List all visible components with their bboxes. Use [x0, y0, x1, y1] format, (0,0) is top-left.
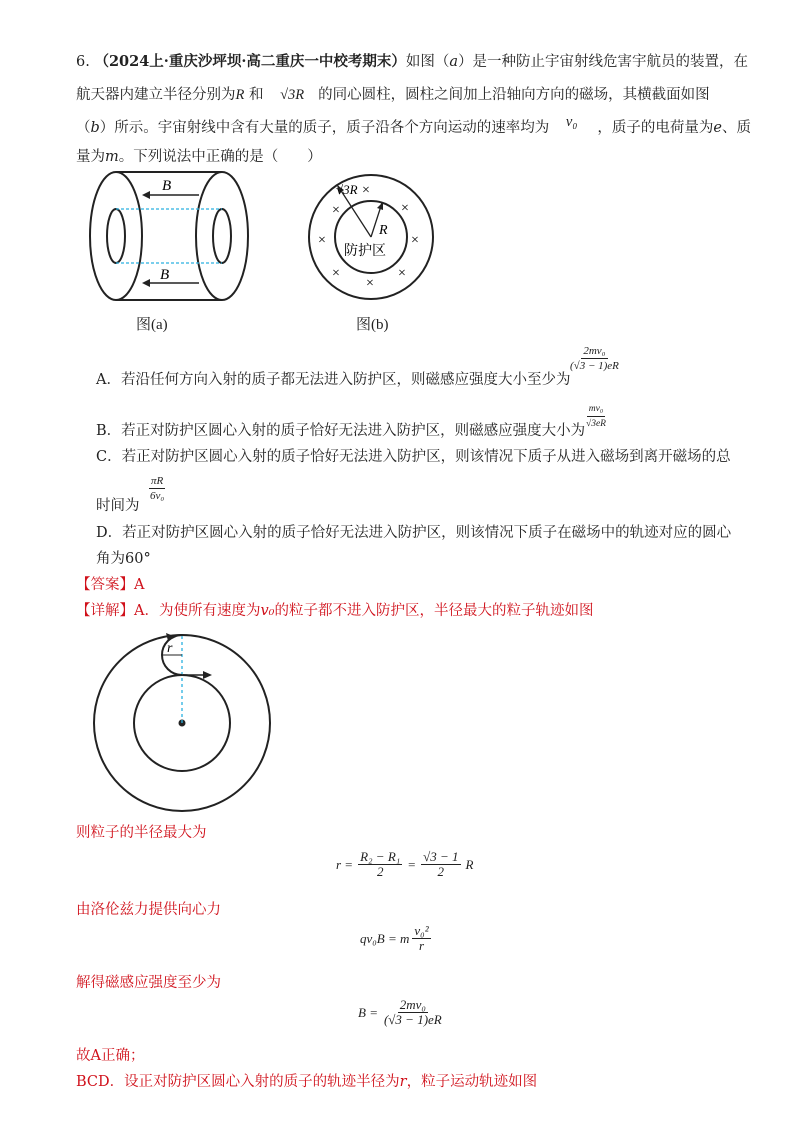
fraction-denominator: (√3 − 1)eR	[570, 360, 619, 372]
question-text: 航天器内建立半径分别为	[76, 87, 236, 103]
option-C-line2	[96, 496, 140, 516]
question-text: 和	[244, 87, 264, 103]
svg-text:×: ×	[318, 233, 326, 248]
question-line-4	[76, 147, 322, 167]
equation-part: B =	[358, 1004, 378, 1020]
question-line-3	[76, 114, 751, 138]
svg-text:×: ×	[332, 266, 340, 281]
question-text: 的同心圆柱，圆柱之间加上沿轴向方向的磁场，其横截面如图	[318, 87, 710, 103]
var-v0: v₀	[565, 114, 578, 130]
question-text: 如图（	[405, 54, 450, 70]
option-C-text: C．若正对防护区圆心入射的质子恰好无法进入防护区，则该情况下质子从进入磁场到离开磁场的总	[96, 449, 731, 465]
question-source: （2024上·重庆沙坪坝·高二重庆一中校考期末）	[94, 53, 406, 70]
option-D-line2	[96, 549, 151, 569]
var-v0: v₀	[260, 603, 275, 619]
var-sqrt3R: √3R	[280, 87, 305, 103]
field-label-B: B	[162, 178, 172, 194]
var-r: r	[399, 1074, 407, 1090]
svg-text:×: ×	[411, 233, 419, 248]
label-sqrt3R: √3R	[336, 182, 358, 197]
equation-part: qv₀B = m	[360, 930, 410, 946]
fraction-denominator: 2	[376, 864, 384, 879]
fraction-numerator: mv₀	[587, 402, 605, 417]
fraction-numerator: 2mv₀	[583, 345, 606, 357]
label-R: R	[379, 223, 388, 238]
figure-b-caption: 图(b)	[356, 317, 389, 333]
svg-text:×: ×	[366, 276, 374, 291]
question-text: ，质子的电荷量为	[597, 120, 714, 136]
detail-label: 【详解】	[76, 603, 134, 619]
detail-line-6	[76, 1072, 537, 1092]
label-r: r	[167, 641, 173, 656]
answer-value: A	[134, 577, 145, 593]
var-a: a	[449, 54, 459, 70]
fraction-numerator: v₀²	[414, 923, 429, 938]
detail-line-5: 故A正确；	[76, 1048, 145, 1064]
detail-text: A．为使所有速度为	[134, 603, 261, 619]
question-line-2	[76, 85, 710, 105]
var-e: e	[713, 120, 722, 136]
question-text: （	[76, 120, 91, 136]
fraction	[412, 924, 430, 953]
figure-a-cylinder	[84, 168, 254, 338]
label-protection-zone: 防护区	[344, 243, 386, 259]
svg-text:×: ×	[401, 201, 409, 216]
equation-part: =	[407, 856, 417, 872]
detail-line-1	[76, 601, 594, 621]
equation-part: R	[465, 856, 474, 872]
var-m: m	[105, 149, 119, 165]
detail-text: 的粒子都不进入防护区，半径最大的粒子轨迹如图	[274, 603, 594, 619]
question-text: ）是一种防止宇宙射线危害宇航员的装置，在	[458, 54, 749, 70]
fraction-numerator: πR	[150, 475, 164, 487]
detail-line-4: 解得磁感应强度至少为	[76, 975, 221, 991]
question-text: 量为	[76, 149, 105, 165]
fraction	[358, 850, 402, 879]
svg-text:×: ×	[332, 203, 340, 218]
option-C-formula	[148, 474, 166, 503]
fraction-denominator: r	[418, 938, 425, 953]
question-text: 。下列说法中正确的是（ ）	[118, 149, 322, 165]
cross-marks	[318, 183, 419, 291]
fraction-denominator: 2	[437, 864, 445, 879]
option-C-text2: 时间为	[96, 498, 140, 514]
fraction-denominator: √3eR	[586, 419, 606, 429]
fraction	[382, 998, 444, 1027]
detail-line-2: 则粒子的半径最大为	[76, 825, 207, 841]
question-line-1	[76, 52, 748, 72]
equation-3	[358, 998, 444, 1027]
option-B-formula	[584, 402, 608, 431]
svg-text:×: ×	[362, 183, 370, 198]
question-text: 、质	[721, 120, 751, 136]
option-C	[96, 447, 731, 467]
fraction-numerator: √3 − 1	[423, 849, 459, 864]
equation-part: r =	[336, 856, 354, 872]
option-B-text: B．若正对防护区圆心入射的质子恰好无法进入防护区，则磁感应强度大小为	[96, 423, 586, 439]
fraction-denominator: (√3 − 1)eR	[383, 1012, 442, 1027]
detail-line-3: 由洛伦兹力提供向心力	[76, 902, 221, 918]
option-A	[96, 370, 570, 390]
detail-text: BCD．设正对防护区圆心入射的质子的轨迹半径为	[76, 1074, 400, 1090]
svg-text:×: ×	[398, 266, 406, 281]
option-A-text: A．若沿任何方向入射的质子都无法进入防护区，则磁感应强度大小至少为	[96, 372, 571, 388]
detail-trajectory-figure	[88, 632, 278, 822]
fraction-numerator: R₂ − R₁	[360, 849, 401, 864]
answer	[76, 575, 144, 595]
option-D	[96, 523, 731, 543]
var-b: b	[90, 120, 100, 136]
equation-2	[360, 924, 431, 953]
fraction	[421, 850, 460, 879]
detail-text: ，粒子运动轨迹如图	[406, 1074, 538, 1090]
field-label-B: B	[160, 267, 170, 283]
fraction-numerator: 2mv₀	[399, 997, 426, 1012]
option-D-text2: 角为60°	[96, 551, 151, 567]
option-B	[96, 421, 585, 441]
answer-label: 【答案】	[76, 577, 134, 593]
option-A-formula	[568, 344, 621, 373]
figure-a-caption: 图(a)	[136, 317, 168, 333]
option-D-text: D．若正对防护区圆心入射的质子恰好无法进入防护区，则该情况下质子在磁场中的轨迹对应的圆心	[96, 525, 732, 541]
var-R: R	[235, 87, 245, 103]
equation-1	[336, 850, 473, 879]
question-text: ）所示。宇宙射线中含有大量的质子，质子沿各个方向运动的速率均为	[99, 120, 550, 136]
figure-b-cross-section	[306, 172, 436, 302]
question-number: 6.	[76, 54, 90, 70]
fraction-denominator: 6v₀	[150, 490, 165, 502]
